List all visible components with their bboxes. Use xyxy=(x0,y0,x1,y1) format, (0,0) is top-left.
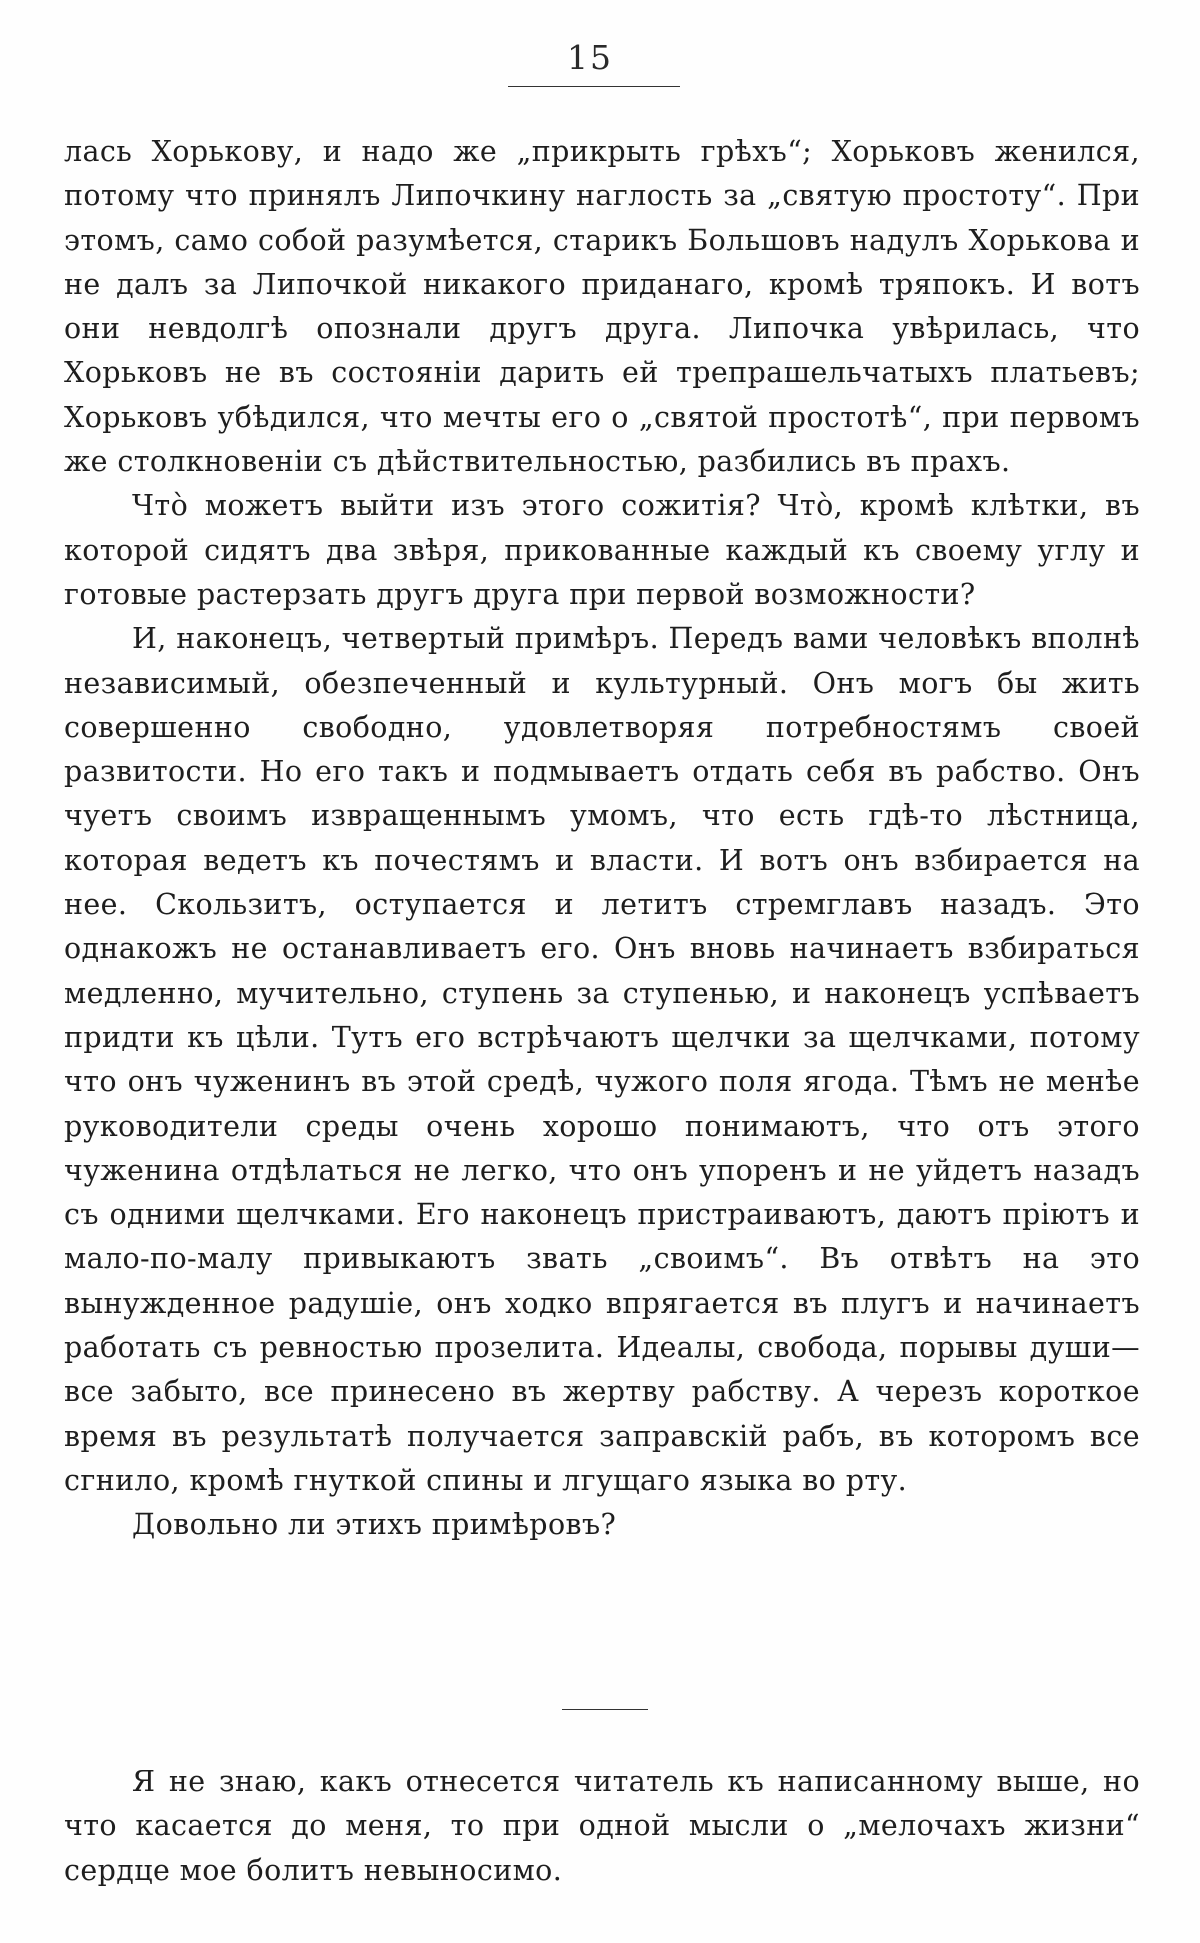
paragraph: лась Хорькову, и надо же „прикрыть грѣхъ“; Хорьковъ женился, потому что принялъ Липочкину наглость за „святую простоту“. При этомъ, само собой разумѣется, старикъ Большовъ надулъ Хорькова и не далъ за Липочкой никакого приданаго, кромѣ тряпокъ. И вотъ они невдолгѣ опознали другъ друга. Липочка увѣрилась, что Хорьковъ не въ состояніи дарить ей трепрашельчатыхъ платьевъ; Хорьковъ убѣдился, что мечты его о „святой простотѣ“, при первомъ же столкновеніи съ дѣйствительностью, разбились въ прахъ. xyxy=(64,135,1140,479)
header-rule xyxy=(508,86,680,87)
paragraph: И, наконецъ, четвертый примѣръ. Передъ вами человѣкъ вполнѣ независимый, обезпеченный и культурный. Онъ могъ бы жить совершенно свободно, удовлетворяя потребностямъ своей развитости. Но его такъ и подмываетъ отдать себя въ рабство. Онъ чуетъ своимъ извращеннымъ умомъ, что есть гдѣ-то лѣстница, которая ведетъ къ почестямъ и власти. И вотъ онъ взбирается на нее. Скользитъ, оступается и летитъ стремглавъ назадъ. Это однакожъ не останавливаетъ его. Онъ вновь начинаетъ взбираться медленно, мучительно, ступень за ступенью, и наконецъ успѣваетъ придти къ цѣли. Тутъ его встрѣчаютъ щелчки за щелчками, потому что онъ чуженинъ въ этой средѣ, чужого поля ягода. Тѣмъ не менѣе руководители среды очень хорошо понимаютъ, что отъ этого чуженина отдѣлаться не легко, что онъ упоренъ и не уйдетъ назадъ съ одними щелчками. Его наконецъ пристраиваютъ, даютъ пріютъ и мало-по-малу привыкаютъ звать „своимъ“. Въ отвѣтъ на это вынужденное радушіе, онъ ходко впрягается въ плугъ и начинаетъ работать съ ревностью прозелита. Идеалы, свобода, порывы души—все забыто, все принесено въ жертву рабству. А черезъ короткое время въ результатѣ получается заправскій рабъ, въ которомъ все сгнило, кромѣ гнуткой спины и лгущаго языка во рту. xyxy=(64,622,1140,1497)
section-divider xyxy=(562,1709,648,1710)
paragraph: Довольно ли этихъ примѣровъ? xyxy=(132,1508,617,1542)
paragraph: Что̀ можетъ выйти изъ этого сожитія? Что̀, кромѣ клѣтки, въ которой сидятъ два звѣря, прикованные каждый къ своему углу и готовые растерзать другъ друга при первой возможности? xyxy=(64,489,1140,611)
closing-text xyxy=(64,1760,1140,1893)
paragraph: Я не знаю, какъ отнесется читатель къ написанному выше, но что касается до меня, то при одной мысли о „мелочахъ жизни“ сердце мое болитъ невыносимо. xyxy=(64,1765,1140,1887)
page-number: 15 xyxy=(567,38,613,77)
main-text xyxy=(64,130,1140,1548)
